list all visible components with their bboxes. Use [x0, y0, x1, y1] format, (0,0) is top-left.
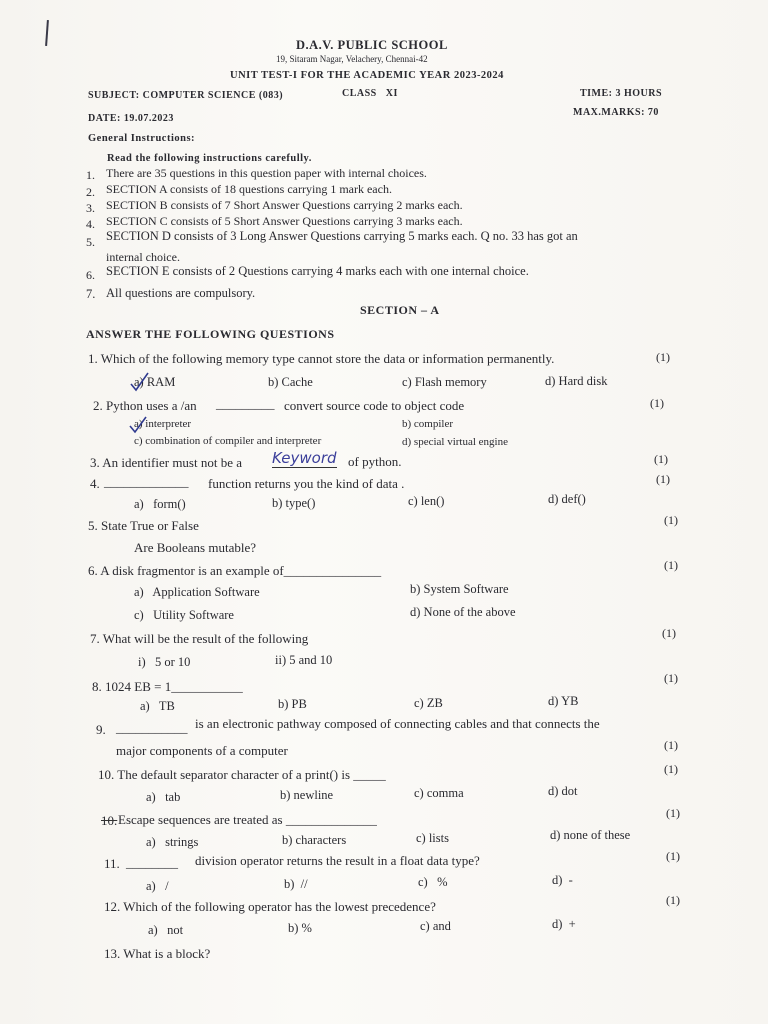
q11-option-c: c) %	[418, 875, 448, 889]
q3-marks: (1)	[654, 452, 668, 466]
q8-option-a: a) TB	[140, 699, 175, 713]
tick-mark-icon	[128, 370, 150, 392]
instructions-heading: General Instructions:	[88, 133, 196, 144]
section-subtitle: ANSWER THE FOLLOWING QUESTIONS	[86, 327, 335, 341]
q8-marks: (1)	[664, 671, 678, 685]
q4-text-b: function returns you the kind of data .	[208, 476, 405, 491]
q4-marks: (1)	[656, 472, 670, 486]
q9-text-c: major components of a computer	[116, 743, 288, 758]
q11-text-a: 11.	[104, 856, 120, 871]
q10-option-c: c) comma	[414, 786, 464, 800]
instructions-lead: Read the following instructions carefully.	[107, 153, 312, 164]
q12-option-c: c) and	[420, 919, 451, 933]
q3-handwritten-answer: Keyword	[272, 449, 337, 467]
q10-option-a: a) tab	[146, 790, 181, 804]
q1-option-c: c) Flash memory	[402, 375, 487, 389]
instr-6-num: 6.	[86, 268, 95, 282]
subject: SUBJECT: COMPUTER SCIENCE (083)	[88, 90, 284, 101]
instr-6-text: SECTION E consists of 2 Questions carrying 4 marks each with one internal choice.	[106, 264, 529, 278]
q2-option-c: c) combination of compiler and interpreter	[134, 435, 322, 447]
instr-4-text: SECTION C consists of 5 Short Answer Questions carrying 3 marks each.	[106, 214, 463, 228]
q10b-option-a: a) strings	[146, 835, 199, 849]
tick-mark-icon	[128, 414, 148, 434]
q10b-text: Escape sequences are treated as ______________	[118, 812, 377, 827]
q1-option-b: b) Cache	[268, 375, 313, 389]
q5-marks: (1)	[664, 513, 678, 527]
q5-sub: Are Booleans mutable?	[134, 540, 257, 555]
q1-option-a: a) RAM	[134, 375, 176, 389]
q10-option-b: b) newline	[280, 788, 334, 802]
q8-option-b: b) PB	[278, 697, 307, 711]
q10-text: 10. The default separator character of a print() is _____	[98, 767, 386, 782]
q2-option-a: a) interpreter	[134, 418, 192, 430]
q6-text: 6. A disk fragmentor is an example of_______________	[88, 563, 382, 578]
q12-marks: (1)	[666, 893, 680, 907]
q6-option-a: a) Application Software	[134, 585, 260, 599]
q6-option-d: d) None of the above	[410, 605, 516, 619]
q2-option-d: d) special virtual engine	[402, 436, 508, 448]
q1-option-d: d) Hard disk	[545, 374, 608, 388]
class: CLASS XI	[342, 88, 398, 99]
q9-text-b: is an electronic pathway composed of connecting cables and that connects the	[195, 716, 600, 731]
q11-marks: (1)	[666, 849, 680, 863]
q12-option-a: a) not	[148, 923, 184, 937]
instr-3-text: SECTION B consists of 7 Short Answer Questions carrying 2 marks each.	[106, 198, 463, 212]
q9-blank: ___________	[116, 720, 188, 735]
q9-marks: (1)	[664, 738, 678, 752]
instr-5-text: SECTION D consists of 3 Long Answer Questions carrying 5 marks each. Q no. 33 has got an	[106, 229, 578, 243]
q10-option-d: d) dot	[548, 784, 578, 798]
instr-4-num: 4.	[86, 217, 95, 231]
instr-2-num: 2.	[86, 185, 95, 199]
q7-item-i: i) 5 or 10	[138, 655, 191, 669]
q3-text-b: of python.	[348, 454, 402, 469]
q6-option-c: c) Utility Software	[134, 608, 234, 622]
instr-2-text: SECTION A consists of 18 questions carrying 1 mark each.	[106, 182, 392, 196]
q2-blank: _________	[216, 396, 275, 411]
q4-option-a: a) form()	[134, 497, 186, 511]
q11-option-a: a) /	[146, 879, 169, 893]
q10b-option-c: c) lists	[416, 831, 449, 845]
q13-text: 13. What is a block?	[104, 946, 211, 961]
q11-option-d: d) -	[552, 873, 573, 887]
q9-text-a: 9.	[96, 722, 106, 737]
q2-option-b: b) compiler	[402, 418, 454, 430]
q11-blank: ________	[126, 855, 178, 870]
instr-1-num: 1.	[86, 168, 95, 182]
q6-option-b: b) System Software	[410, 582, 509, 596]
q10-marks: (1)	[664, 762, 678, 776]
q4-option-d: d) def()	[548, 492, 586, 506]
q8-option-c: c) ZB	[414, 696, 443, 710]
instr-3-num: 3.	[86, 201, 95, 215]
q4-option-c: c) len()	[408, 494, 445, 508]
q1-marks: (1)	[656, 350, 670, 364]
q4-text-a: 4.	[90, 476, 100, 491]
q7-text: 7. What will be the result of the following	[90, 631, 309, 646]
instr-5-cont: internal choice.	[106, 250, 180, 264]
q2-text-a: 2. Python uses a /an	[93, 398, 197, 413]
q4-option-b: b) type()	[272, 496, 316, 510]
q12-option-d: d) +	[552, 917, 576, 931]
date: DATE: 19.07.2023	[88, 113, 174, 124]
school-name: D.A.V. PUBLIC SCHOOL	[296, 38, 448, 52]
instr-1-text: There are 35 questions in this question paper with internal choices.	[106, 166, 427, 180]
q8-option-d: d) YB	[548, 694, 579, 708]
q10b-option-b: b) characters	[282, 833, 347, 847]
q1-text: 1. Which of the following memory type cannot store the data or information permanently.	[88, 351, 555, 366]
instr-7-num: 7.	[86, 287, 96, 301]
section-title: SECTION – A	[360, 303, 440, 317]
q3-text-a: 3. An identifier must not be a	[90, 455, 243, 470]
q10b-num-struck: 10.	[101, 813, 118, 828]
q12-option-b: b) %	[288, 921, 312, 935]
time: TIME: 3 HOURS	[580, 88, 663, 99]
q11-text-b: division operator returns the result in a float data type?	[195, 853, 480, 868]
q7-marks: (1)	[662, 626, 676, 640]
q2-marks: (1)	[650, 396, 664, 410]
q5-text: 5. State True or False	[88, 518, 199, 533]
q10b-option-d: d) none of these	[550, 828, 631, 842]
school-address: 19, Sitaram Nagar, Velachery, Chennai-42	[276, 54, 428, 64]
max-marks: MAX.MARKS: 70	[573, 107, 659, 118]
exam-title: UNIT TEST-I FOR THE ACADEMIC YEAR 2023-2024	[230, 70, 504, 81]
instr-5-num: 5.	[86, 235, 95, 249]
instr-7-text: All questions are compulsory.	[106, 286, 256, 300]
q2-text-b: convert source code to object code	[284, 398, 465, 413]
q10b-marks: (1)	[666, 806, 680, 820]
q6-marks: (1)	[664, 558, 678, 572]
q12-text: 12. Which of the following operator has the lowest precedence?	[104, 899, 436, 914]
q11-option-b: b) //	[284, 877, 308, 891]
q7-item-ii: ii) 5 and 10	[275, 653, 333, 667]
q8-text: 8. 1024 EB = 1___________	[92, 679, 243, 694]
q4-blank: _____________	[104, 474, 189, 489]
